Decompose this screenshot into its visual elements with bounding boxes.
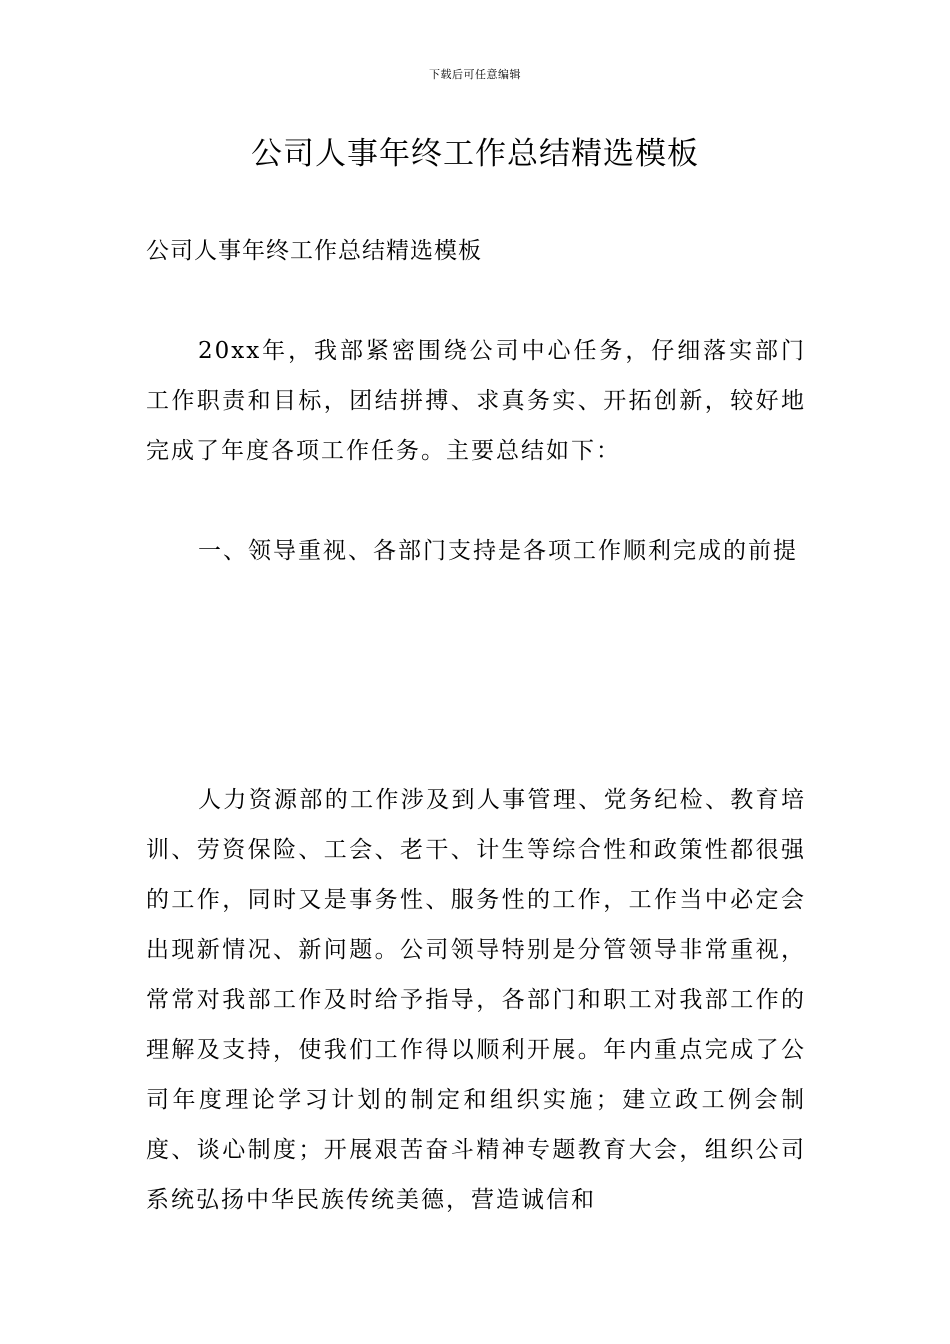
document-title: 公司人事年终工作总结精选模板 <box>251 136 699 172</box>
paragraph-intro: 20xx年，我部紧密围绕公司中心任务，仔细落实部门工作职责和目标，团结拼搏、求真务实、开拓创新，较好地完成了年度各项工作任务。主要总结如下： <box>146 338 806 464</box>
document-subtitle: 公司人事年终工作总结精选模板 <box>146 238 482 264</box>
paragraph-body: 人力资源部的工作涉及到人事管理、党务纪检、教育培训、劳资保险、工会、老干、计生等综合性和政策性都很强的工作，同时又是事务性、服务性的工作，工作当中必定会出现新情况、新问题。公司领导特别是分管领导非常重视，常常对我部工作及时给予指导，各部门和职工对我部工作的理解及支持，使我们工作得以顺利开展。年内重点完成了公司年度理论学习计划的制定和组织实施；建立政工例会制度、谈心制度；开展艰苦奋斗精神专题教育大会，组织公司系统弘扬中华民族传统美德，营造诚信和 <box>146 787 806 1213</box>
header-note: 下载后可任意编辑 <box>429 68 521 81</box>
section-heading-1: 一、领导重视、各部门支持是各项工作顺利完成的前提 <box>198 538 798 564</box>
